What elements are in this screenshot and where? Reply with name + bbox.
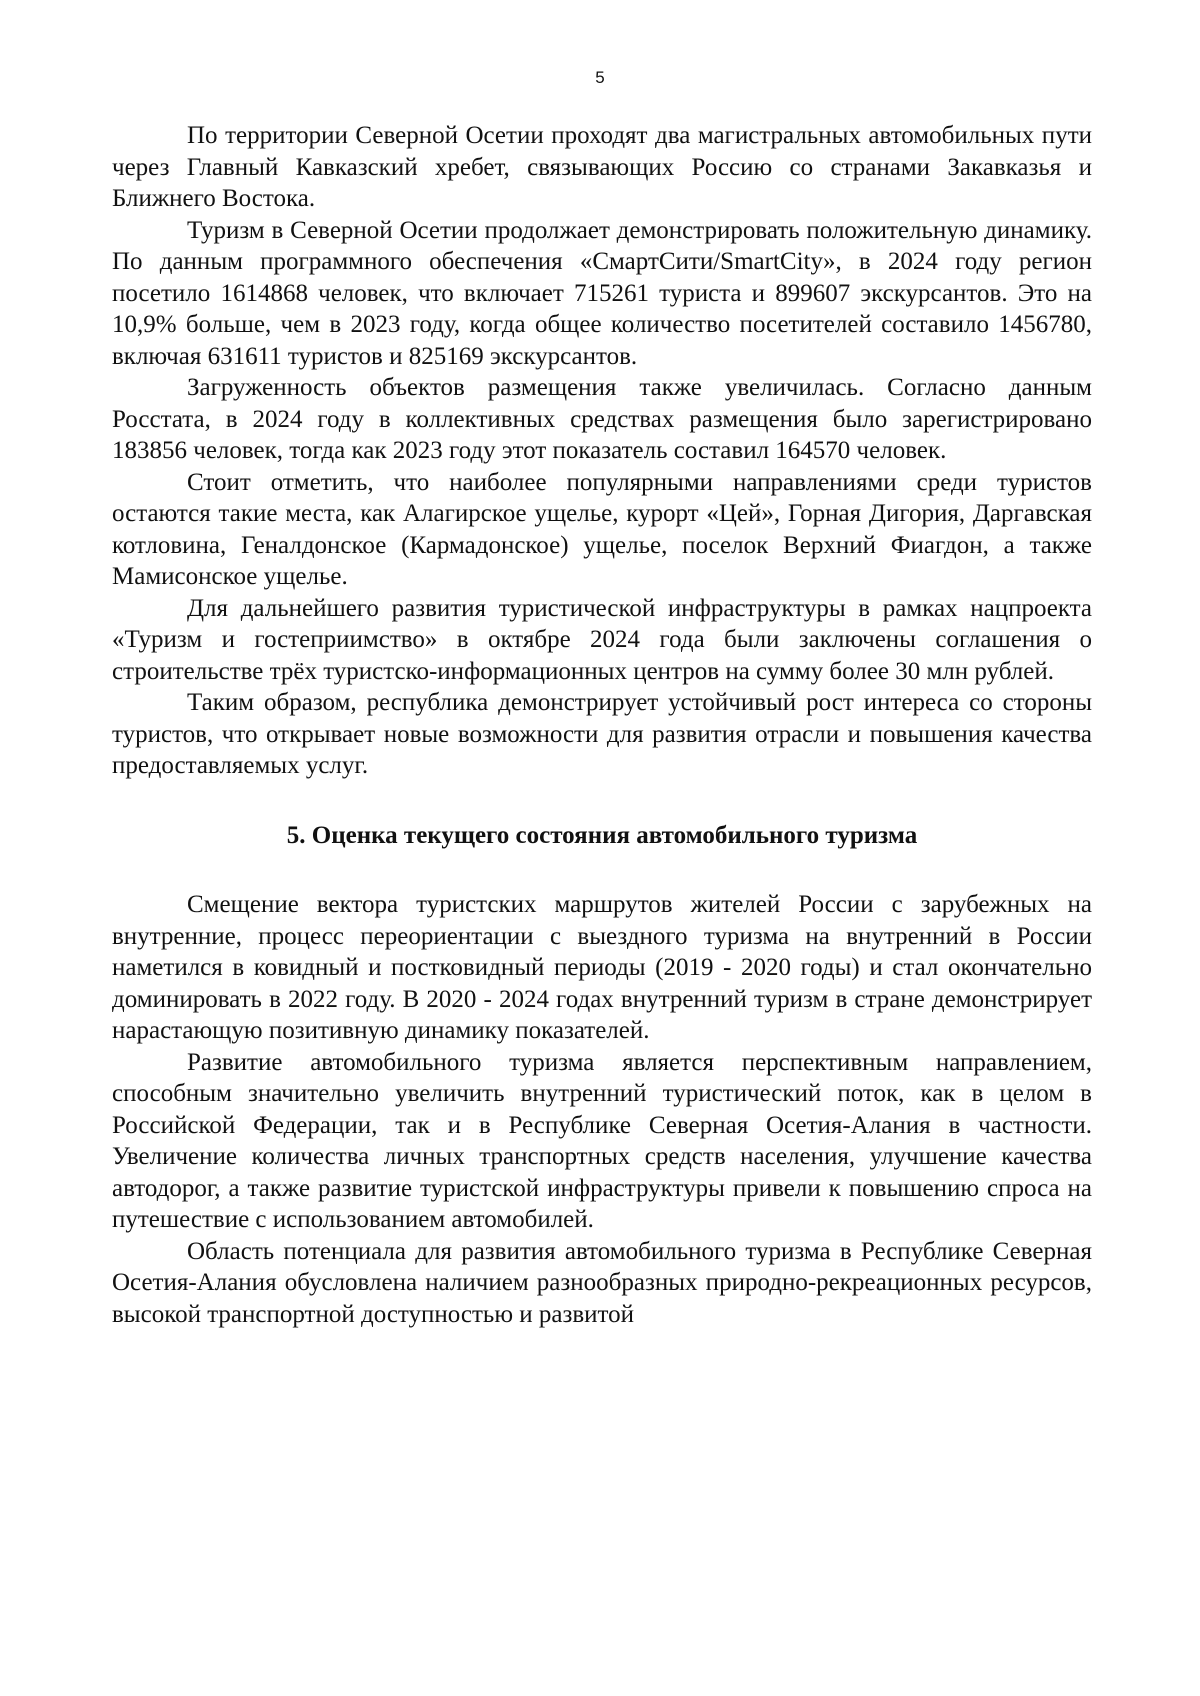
page-number: 5	[595, 68, 605, 87]
paragraph-popular-destinations: Стоит отметить, что наиболее популярными направлениями среди туристов остаются такие места, как Алагирское ущелье, курорт «Цей», Горная Дигория, Даргавская котловина, Геналдонское (Кармадонское) ущелье, поселок Верхний Фиагдон, а также Мамисонское ущелье.	[112, 468, 1092, 590]
paragraph-auto-tourism-potential: Область потенциала для развития автомобильного туризма в Республике Северная Осетия-Алания обусловлена наличием разнообразных природно-рекреационных ресурсов, высокой транспортной доступностью и развитой	[112, 1237, 1092, 1328]
paragraph-infrastructure-development: Для дальнейшего развития туристической инфраструктуры в рамках нацпроекта «Туризм и гостеприимство» в октябре 2024 года были заключены соглашения о строительстве трёх туристско-информационных центров на сумму более 30 млн рублей.	[112, 594, 1092, 685]
paragraph-accommodation-load: Загруженность объектов размещения также увеличилась. Согласно данным Росстата, в 2024 году в коллективных средствах размещения было зарегистрировано 183856 человек, тогда как 2023 году этот показатель составил 164570 человек.	[112, 374, 1092, 464]
paragraph-domestic-shift: Смещение вектора туристских маршрутов жителей России с зарубежных на внутренние, процесс переориентации с выездного туризма на внутренний в России наметился в ковидный и постковидный периоды (2019 - 2020 годы) и стал окончательно доминировать в 2022 году. В 2020 - 2024 годах внутренний туризм в стране демонстрирует нарастающую позитивную динамику показателей.	[112, 891, 1092, 1044]
paragraph-conclusion: Таким образом, республика демонстрирует устойчивый рост интереса со стороны туристов, что открывает новые возможности для развития отрасли и повышения качества предоставляемых услуг.	[112, 689, 1092, 779]
paragraph-highways: По территории Северной Осетии проходят два магистральных автомобильных пути через Главный Кавказский хребет, связывающих Россию со странами Закавказья и Ближнего Востока.	[112, 122, 1092, 212]
paragraph-tourism-dynamics: Туризм в Северной Осетии продолжает демонстрировать положительную динамику. По данным программного обеспечения «СмартСити/SmartCity», в 2024 году регион посетило 1614868 человек, что включает 715261 туриста и 899607 экскурсантов. Это на 10,9% больше, чем в 2023 году, когда общее количество посетителей составило 1456780, включая 631611 туристов и 825169 экскурсантов.	[112, 216, 1092, 370]
document-body	[112, 120, 1092, 1330]
paragraph-auto-tourism-development: Развитие автомобильного туризма является перспективным направлением, способным значительно увеличить внутренний туристический поток, как в целом в Российской Федерации, так и в Республике Северная Осетия-Алания в частности. Увеличение количества личных транспортных средств населения, улучшение качества автодорог, а также развитие туристской инфраструктуры привели к повышению спроса на путешествие с использованием автомобилей.	[112, 1048, 1092, 1233]
section-heading: 5. Оценка текущего состояния автомобильного туризма	[286, 821, 918, 849]
